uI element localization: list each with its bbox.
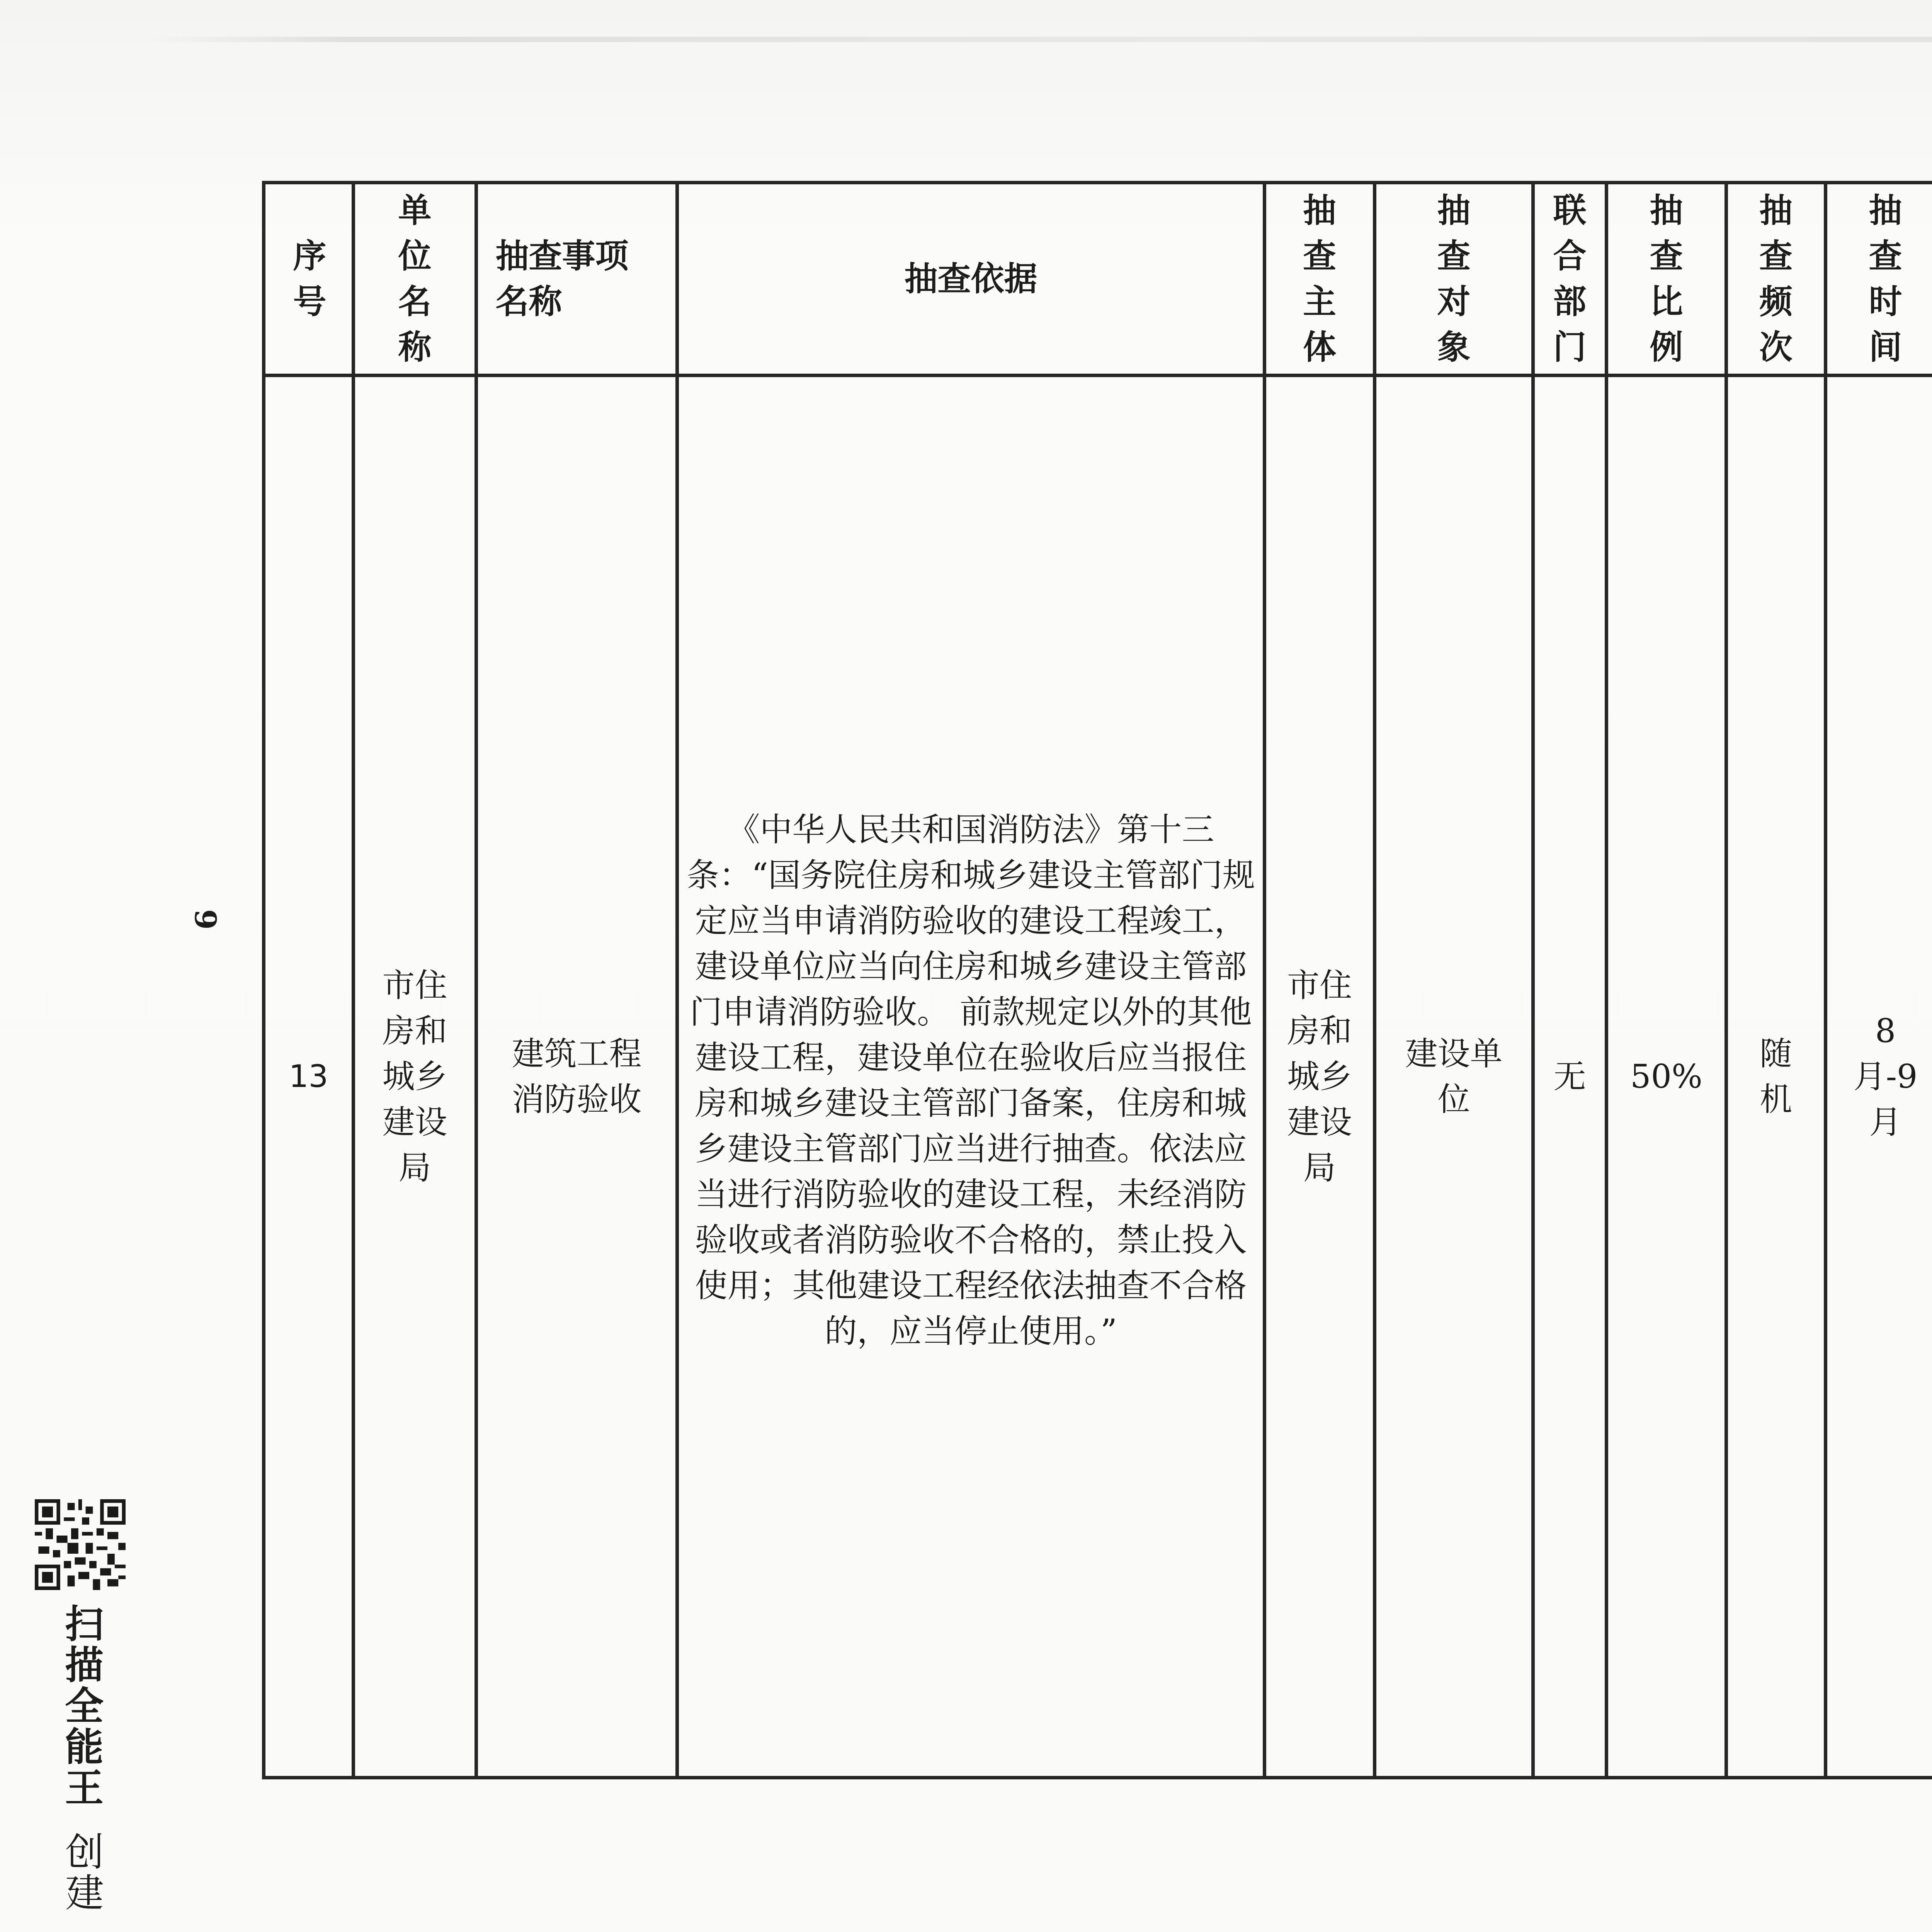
header-frequency: 抽查频次 xyxy=(1726,183,1826,376)
inspection-table xyxy=(262,181,1932,1779)
cell-joint: 无 xyxy=(1533,376,1607,1778)
header-joint: 联合部门 xyxy=(1533,183,1607,376)
scan-edge-shadow xyxy=(147,37,1932,42)
table-header-row xyxy=(264,183,1932,376)
cell-subject: 市住房和城乡建设局 xyxy=(1265,376,1375,1778)
scanner-action-label: 创建 xyxy=(59,1832,104,1913)
cell-basis: 《中华人民共和国消防法》第十三条：“国务院住房和城乡建设主管部门规定应当申请消防验收的建设工程竣工，建设单位应当向住房和城乡建设主管部门申请消防验收。 前款规定以外的其他建设工程，建设单位在验收后应当报住房和城乡建设主管部门备案，住房和城乡建设主管部门应当进行抽查。依法应当进行消防验收的建设工程，未经消防验收或者消防验收不合格的，禁止投入使用；其他建设工程经依法抽查不合格的，应当停止使用。” xyxy=(677,376,1265,1778)
table-row xyxy=(264,376,1932,1778)
header-unit: 单位名称 xyxy=(354,183,476,376)
scanner-app-name: 扫描全能王 xyxy=(58,1604,104,1808)
header-time: 抽查时间 xyxy=(1826,183,1932,376)
page-number: 9 xyxy=(188,909,223,930)
cell-target: 建设单位 xyxy=(1375,376,1533,1778)
header-basis: 抽查依据 xyxy=(677,183,1265,376)
header-target: 抽查对象 xyxy=(1375,183,1533,376)
cell-time: 8月-9月 xyxy=(1826,376,1932,1778)
header-item: 抽查事项名称 xyxy=(476,183,677,376)
qr-code-icon xyxy=(35,1499,126,1590)
cell-no: 13 xyxy=(264,376,354,1778)
header-no: 序号 xyxy=(264,183,354,376)
cell-frequency: 随机 xyxy=(1726,376,1826,1778)
cell-ratio: 50% xyxy=(1607,376,1726,1778)
header-ratio: 抽查比例 xyxy=(1607,183,1726,376)
scanner-watermark xyxy=(58,1604,104,1913)
header-subject: 抽查主体 xyxy=(1265,183,1375,376)
cell-unit: 市住房和城乡建设局 xyxy=(354,376,476,1778)
cell-item: 建筑工程消防验收 xyxy=(476,376,677,1778)
